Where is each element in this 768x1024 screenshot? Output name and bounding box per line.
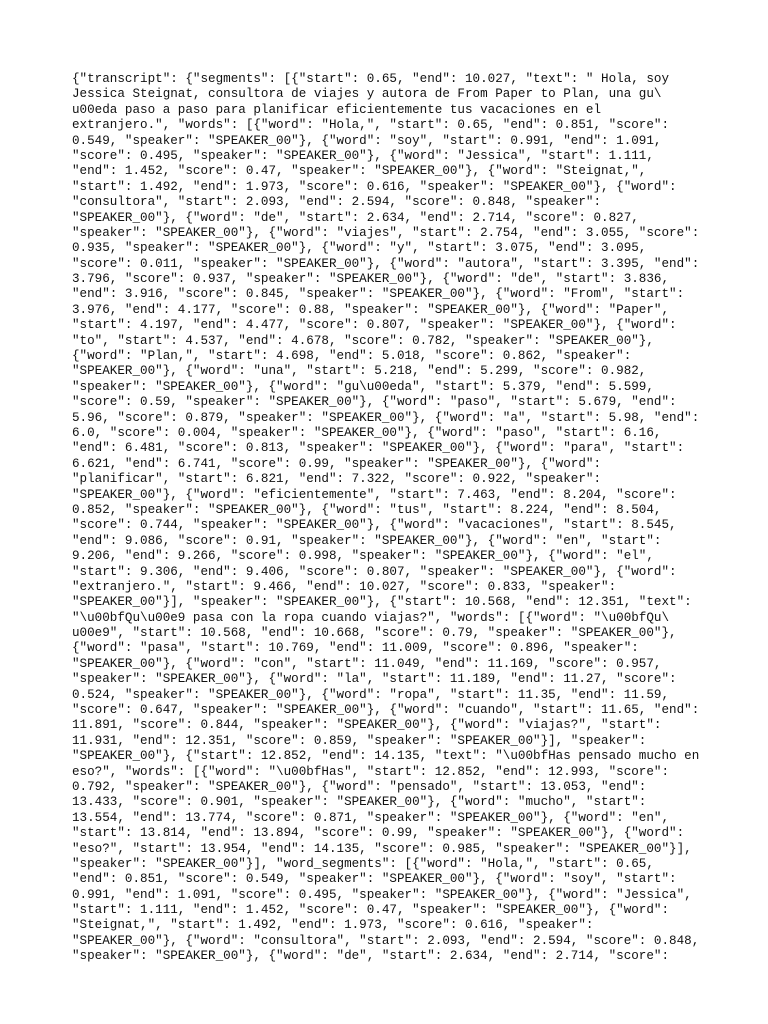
text-line: {"word": "pasa", "start": 10.769, "end": 11.009, "score": 0.896, "speaker": <box>72 641 639 656</box>
text-line: 3.796, "score": 0.937, "speaker": "SPEAKER_00"}, {"word": "de", "start": 3.836, <box>72 272 670 287</box>
text-line: "start": 1.111, "end": 1.452, "score": 0.47, "speaker": "SPEAKER_00"}, {"word": <box>72 903 670 918</box>
text-line: 13.433, "score": 0.901, "speaker": "SPEAKER_00"}, {"word": "mucho", "start": <box>72 795 647 810</box>
text-line: "score": 0.744, "speaker": "SPEAKER_00"}, {"word": "vacaciones", "start": 8.545, <box>72 518 677 533</box>
text-line: "score": 0.59, "speaker": "SPEAKER_00"}, {"word": "paso", "start": 5.679, "end": <box>72 395 677 410</box>
text-line: "speaker": "SPEAKER_00"}, {"word": "gu\u00eda", "start": 5.379, "end": 5.599, <box>72 379 654 394</box>
text-line: 3.976, "end": 4.177, "score": 0.88, "speaker": "SPEAKER_00"}, {"word": "Paper", <box>72 302 670 317</box>
text-line: "SPEAKER_00"}], "speaker": "SPEAKER_00"}, {"start": 10.568, "end": 12.351, "text": <box>72 595 692 610</box>
text-line: "planificar", "start": 6.821, "end": 7.322, "score": 0.922, "speaker": <box>72 472 602 487</box>
text-line: "SPEAKER_00"}, {"word": "eficientemente", "start": 7.463, "end": 8.204, "score": <box>72 487 677 502</box>
text-line: "speaker": "SPEAKER_00"}], "word_segments": [{"word": "Hola,", "start": 0.65, <box>72 856 654 871</box>
text-line: 13.554, "end": 13.774, "score": 0.871, "speaker": "SPEAKER_00"}, {"word": "en", <box>72 810 670 825</box>
text-line: 5.96, "score": 0.879, "speaker": "SPEAKER_00"}, {"word": "a", "start": 5.98, "end": <box>72 410 700 425</box>
text-line: 6.0, "score": 0.004, "speaker": "SPEAKER_00"}, {"word": "paso", "start": 6.16, <box>72 425 662 440</box>
text-line: "score": 0.647, "speaker": "SPEAKER_00"}, {"word": "cuando", "start": 11.65, "end": <box>72 703 700 718</box>
text-line: 9.206, "end": 9.266, "score": 0.998, "speaker": "SPEAKER_00"}, {"word": "el", <box>72 549 654 564</box>
text-line: "end": 6.481, "score": 0.813, "speaker": "SPEAKER_00"}, {"word": "para", "start": <box>72 441 685 456</box>
text-line: "SPEAKER_00"}, {"word": "una", "start": 5.218, "end": 5.299, "score": 0.982, <box>72 364 647 379</box>
text-line: 6.621, "end": 6.741, "score": 0.99, "speaker": "SPEAKER_00"}, {"word": <box>72 456 602 471</box>
text-line: u00eda paso a paso para planificar eficientemente tus vacaciones en el <box>72 102 602 117</box>
text-line: "start": 13.814, "end": 13.894, "score": 0.99, "speaker": "SPEAKER_00"}, {"word": <box>72 826 685 841</box>
text-line: 0.935, "speaker": "SPEAKER_00"}, {"word": "y", "start": 3.075, "end": 3.095, <box>72 241 647 256</box>
text-line: eso?", "words": [{"word": "\u00bfHas", "start": 12.852, "end": 12.993, "score": <box>72 764 670 779</box>
text-line: "end": 3.916, "score": 0.845, "speaker": "SPEAKER_00"}, {"word": "From", "start": <box>72 287 685 302</box>
text-line: {"word": "Plan,", "start": 4.698, "end": 5.018, "score": 0.862, "speaker": <box>72 349 632 364</box>
text-line: "start": 1.492, "end": 1.973, "score": 0.616, "speaker": "SPEAKER_00"}, {"word": <box>72 179 677 194</box>
text-line: "Steignat,", "start": 1.492, "end": 1.973, "score": 0.616, "speaker": <box>72 918 594 933</box>
text-line: 0.549, "speaker": "SPEAKER_00"}, {"word": "soy", "start": 0.991, "end": 1.091, <box>72 133 662 148</box>
text-line: Jessica Steignat, consultora de viajes y autora de From Paper to Plan, una gu\ <box>72 87 662 102</box>
text-line: "eso?", "start": 13.954, "end": 14.135, "score": 0.985, "speaker": "SPEAKER_00"}], <box>72 841 692 856</box>
text-line: "speaker": "SPEAKER_00"}, {"word": "viajes", "start": 2.754, "end": 3.055, "score": <box>72 225 700 240</box>
text-line: "SPEAKER_00"}, {"word": "de", "start": 2.634, "end": 2.714, "score": 0.827, <box>72 210 639 225</box>
text-line: "end": 1.452, "score": 0.47, "speaker": "SPEAKER_00"}, {"word": "Steignat,", <box>72 164 647 179</box>
text-line: "end": 9.086, "score": 0.91, "speaker": "SPEAKER_00"}, {"word": "en", "start": <box>72 533 662 548</box>
text-line: "SPEAKER_00"}, {"word": "consultora", "start": 2.093, "end": 2.594, "score": 0.848, <box>72 933 700 948</box>
text-line: "start": 9.306, "end": 9.406, "score": 0.807, "speaker": "SPEAKER_00"}, {"word": <box>72 564 677 579</box>
text-line: "consultora", "start": 2.093, "end": 2.594, "score": 0.848, "speaker": <box>72 195 602 210</box>
text-line: 0.852, "speaker": "SPEAKER_00"}, {"word": "tus", "start": 8.224, "end": 8.504, <box>72 502 662 517</box>
text-line: "\u00bfQu\u00e9 pasa con la ropa cuando viajas?", "words": [{"word": "\u00bfQu\ <box>72 610 670 625</box>
text-line: "start": 4.197, "end": 4.477, "score": 0.807, "speaker": "SPEAKER_00"}, {"word": <box>72 318 677 333</box>
text-line: "speaker": "SPEAKER_00"}, {"word": "de", "start": 2.634, "end": 2.714, "score": <box>72 949 670 964</box>
text-line: 0.524, "speaker": "SPEAKER_00"}, {"word": "ropa", "start": 11.35, "end": 11.59, <box>72 687 670 702</box>
text-line: "SPEAKER_00"}, {"start": 12.852, "end": 14.135, "text": "\u00bfHas pensado mucho en <box>72 749 700 764</box>
text-line: "extranjero.", "start": 9.466, "end": 10.027, "score": 0.833, "speaker": <box>72 579 617 594</box>
text-line: "speaker": "SPEAKER_00"}, {"word": "la", "start": 11.189, "end": 11.27, "score": <box>72 672 677 687</box>
text-line: "to", "start": 4.537, "end": 4.678, "score": 0.782, "speaker": "SPEAKER_00"}, <box>72 333 654 348</box>
text-line: extranjero.", "words": [{"word": "Hola,", "start": 0.65, "end": 0.851, "score": <box>72 118 670 133</box>
text-line: 0.792, "speaker": "SPEAKER_00"}, {"word": "pensado", "start": 13.053, "end": <box>72 779 647 794</box>
text-line: 0.991, "end": 1.091, "score": 0.495, "speaker": "SPEAKER_00"}, {"word": "Jessica", <box>72 887 692 902</box>
text-line: "score": 0.011, "speaker": "SPEAKER_00"}, {"word": "autora", "start": 3.395, "end": <box>72 256 700 271</box>
document-page <box>72 72 702 965</box>
text-line: 11.931, "end": 12.351, "score": 0.859, "speaker": "SPEAKER_00"}], "speaker": <box>72 733 647 748</box>
text-line: u00e9", "start": 10.568, "end": 10.668, "score": 0.79, "speaker": "SPEAKER_00"}, <box>72 626 677 641</box>
text-line: "end": 0.851, "score": 0.549, "speaker": "SPEAKER_00"}, {"word": "soy", "start": <box>72 872 677 887</box>
text-line: {"transcript": {"segments": [{"start": 0.65, "end": 10.027, "text": " Hola, soy <box>72 72 670 86</box>
text-line: "SPEAKER_00"}, {"word": "con", "start": 11.049, "end": 11.169, "score": 0.957, <box>72 656 662 671</box>
text-line: 11.891, "score": 0.844, "speaker": "SPEAKER_00"}, {"word": "viajas?", "start": <box>72 718 662 733</box>
text-line: "score": 0.495, "speaker": "SPEAKER_00"}, {"word": "Jessica", "start": 1.111, <box>72 148 654 163</box>
